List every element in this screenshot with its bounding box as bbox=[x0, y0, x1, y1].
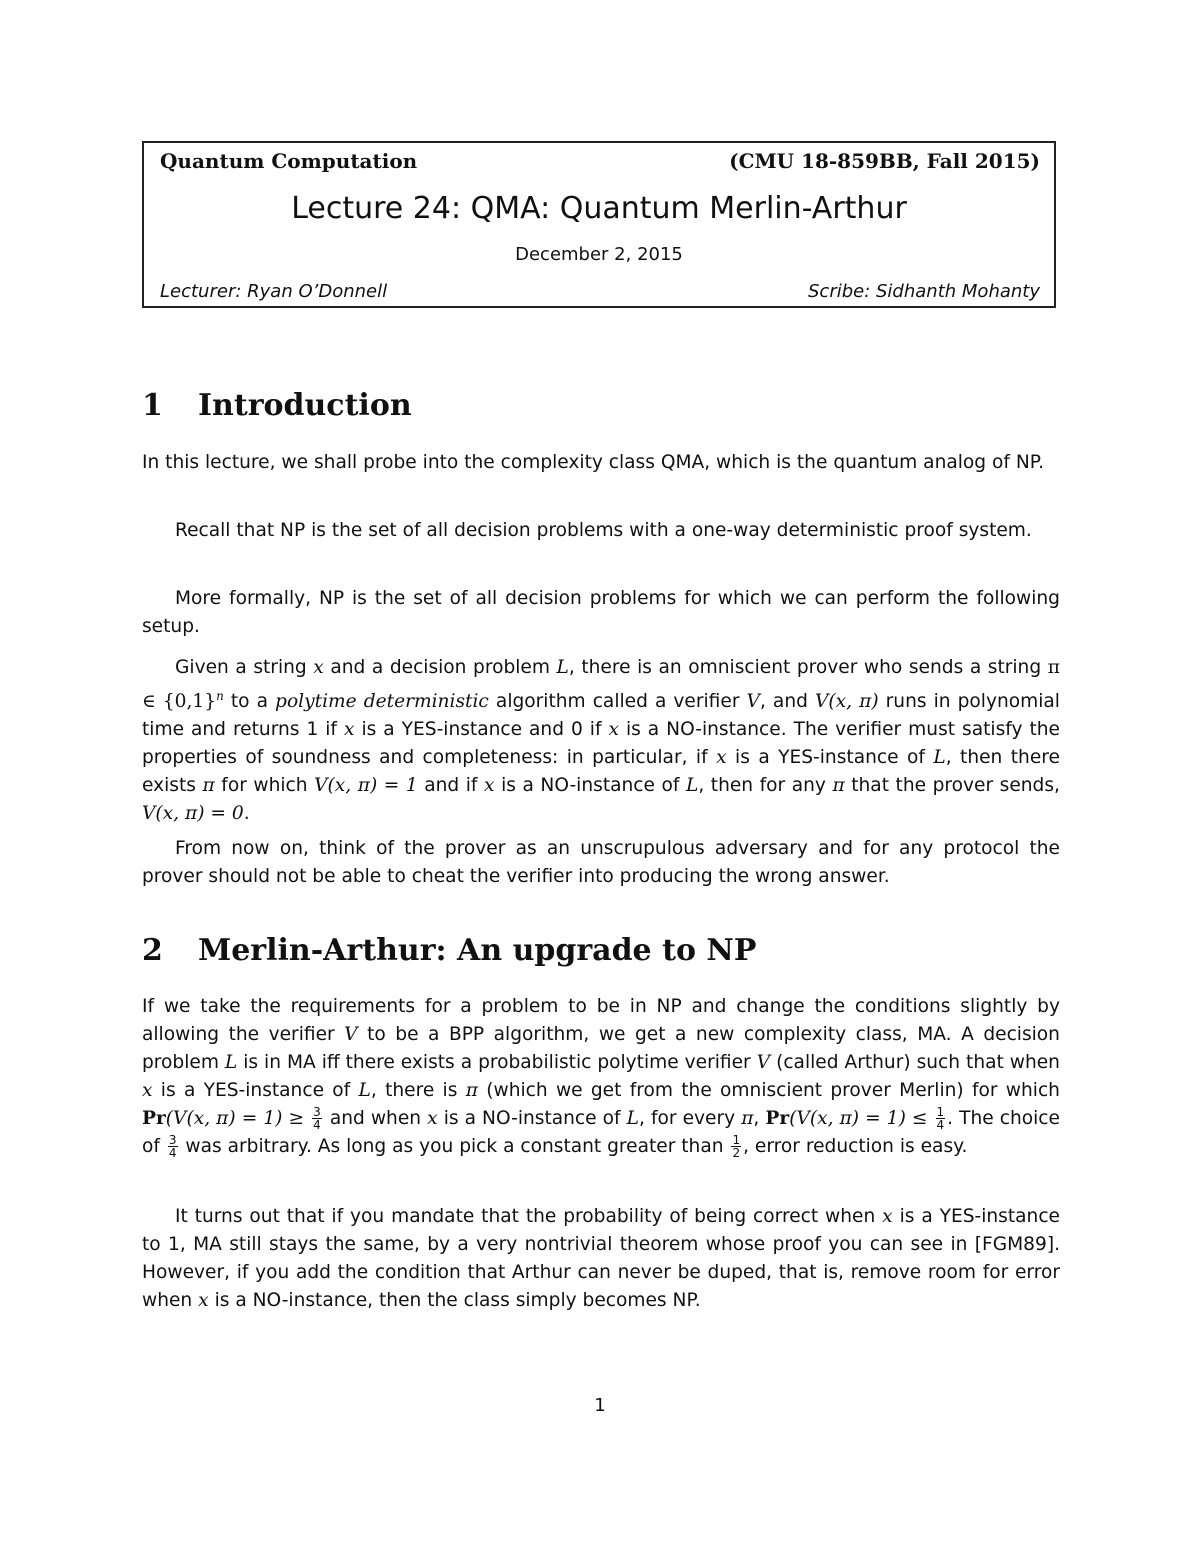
page-number: 1 bbox=[594, 1395, 606, 1416]
section-number: 1 bbox=[142, 388, 163, 423]
section-heading-merlin-arthur bbox=[142, 933, 756, 968]
lecture-header-box bbox=[142, 141, 1056, 308]
paragraph: Recall that NP is the set of all decision problems with a one-way deterministic proof system. bbox=[175, 520, 1032, 541]
scribe: Scribe: Sidhanth Mohanty bbox=[808, 281, 1040, 302]
paragraph: More formally, NP is the set of all decision problems for which we can perform the following setup. bbox=[142, 588, 1060, 637]
section-title: Introduction bbox=[198, 388, 412, 423]
section-number: 2 bbox=[142, 933, 163, 968]
course-code: (CMU 18-859BB, Fall 2015) bbox=[729, 149, 1040, 173]
paragraph-ma-perfect-completeness: It turns out that if you mandate that the probability of being correct when x is a YES-instance to 1, MA still stays the same, by a very nontrivial theorem whose proof you can see in [FGM89]. However, if you add the condition that Arthur can never be duped, that is, remove room for error when x is a NO-instance, then the class simply becomes NP. bbox=[142, 1206, 1060, 1311]
paragraph: In this lecture, we shall probe into the complexity class QMA, which is the quantum analog of NP. bbox=[142, 452, 1044, 473]
course-row bbox=[160, 149, 1040, 173]
people-row bbox=[160, 281, 1040, 302]
lecturer: Lecturer: Ryan O’Donnell bbox=[160, 281, 388, 302]
paragraph-ma-definition: If we take the requirements for a problem to be in NP and change the conditions slightly by allowing the verifier V to be a BPP algorithm, we get a new complexity class, MA. A decision problem L is in MA iff there exists a probabilistic polytime verifier V (called Arthur) such that when x is a YES-instance of L, there is π (which we get from the omniscient prover Merlin) for which Pr(V(x, π) = 1) ≥ $\frac{3}{4}$ and when x is a NO-instance of L, for every π, Pr(V(x, π) = 1) ≤ $\frac{1}{4}$ . The choice of $\frac{3}{4}$ was arbitrary. As long as you pick a constant greater than $\frac{1}{2}$ , error reduction is easy. bbox=[142, 996, 1060, 1160]
paragraph: From now on, think of the prover as an unscrupulous adversary and for any protocol the prover should not be able to cheat the verifier into producing the wrong answer. bbox=[142, 838, 1060, 887]
course-name: Quantum Computation bbox=[160, 149, 418, 173]
section-title: Merlin-Arthur: An upgrade to NP bbox=[198, 933, 757, 968]
section-heading-introduction bbox=[142, 388, 412, 423]
paragraph-np-definition: Given a string x and a decision problem L, there is an omniscient prover who sends a string π ∈ $\{0,1\}^n$ to a polytime deterministic algorithm called a verifier V, and V(x, π) runs in polynomial time and returns 1 if x is a YES-instance and 0 if x is a NO-instance. The verifier must satisfy the properties of soundness and completeness: in particular, if x is a YES-instance of L, then there exists π for which V(x, π) = 1 and if x is a NO-instance of L, then for any π that the prover sends, V(x, π) = 0. bbox=[142, 657, 1060, 825]
lecture-date: December 2, 2015 bbox=[515, 244, 683, 265]
lecture-title: Lecture 24: QMA: Quantum Merlin-Arthur bbox=[291, 191, 907, 226]
